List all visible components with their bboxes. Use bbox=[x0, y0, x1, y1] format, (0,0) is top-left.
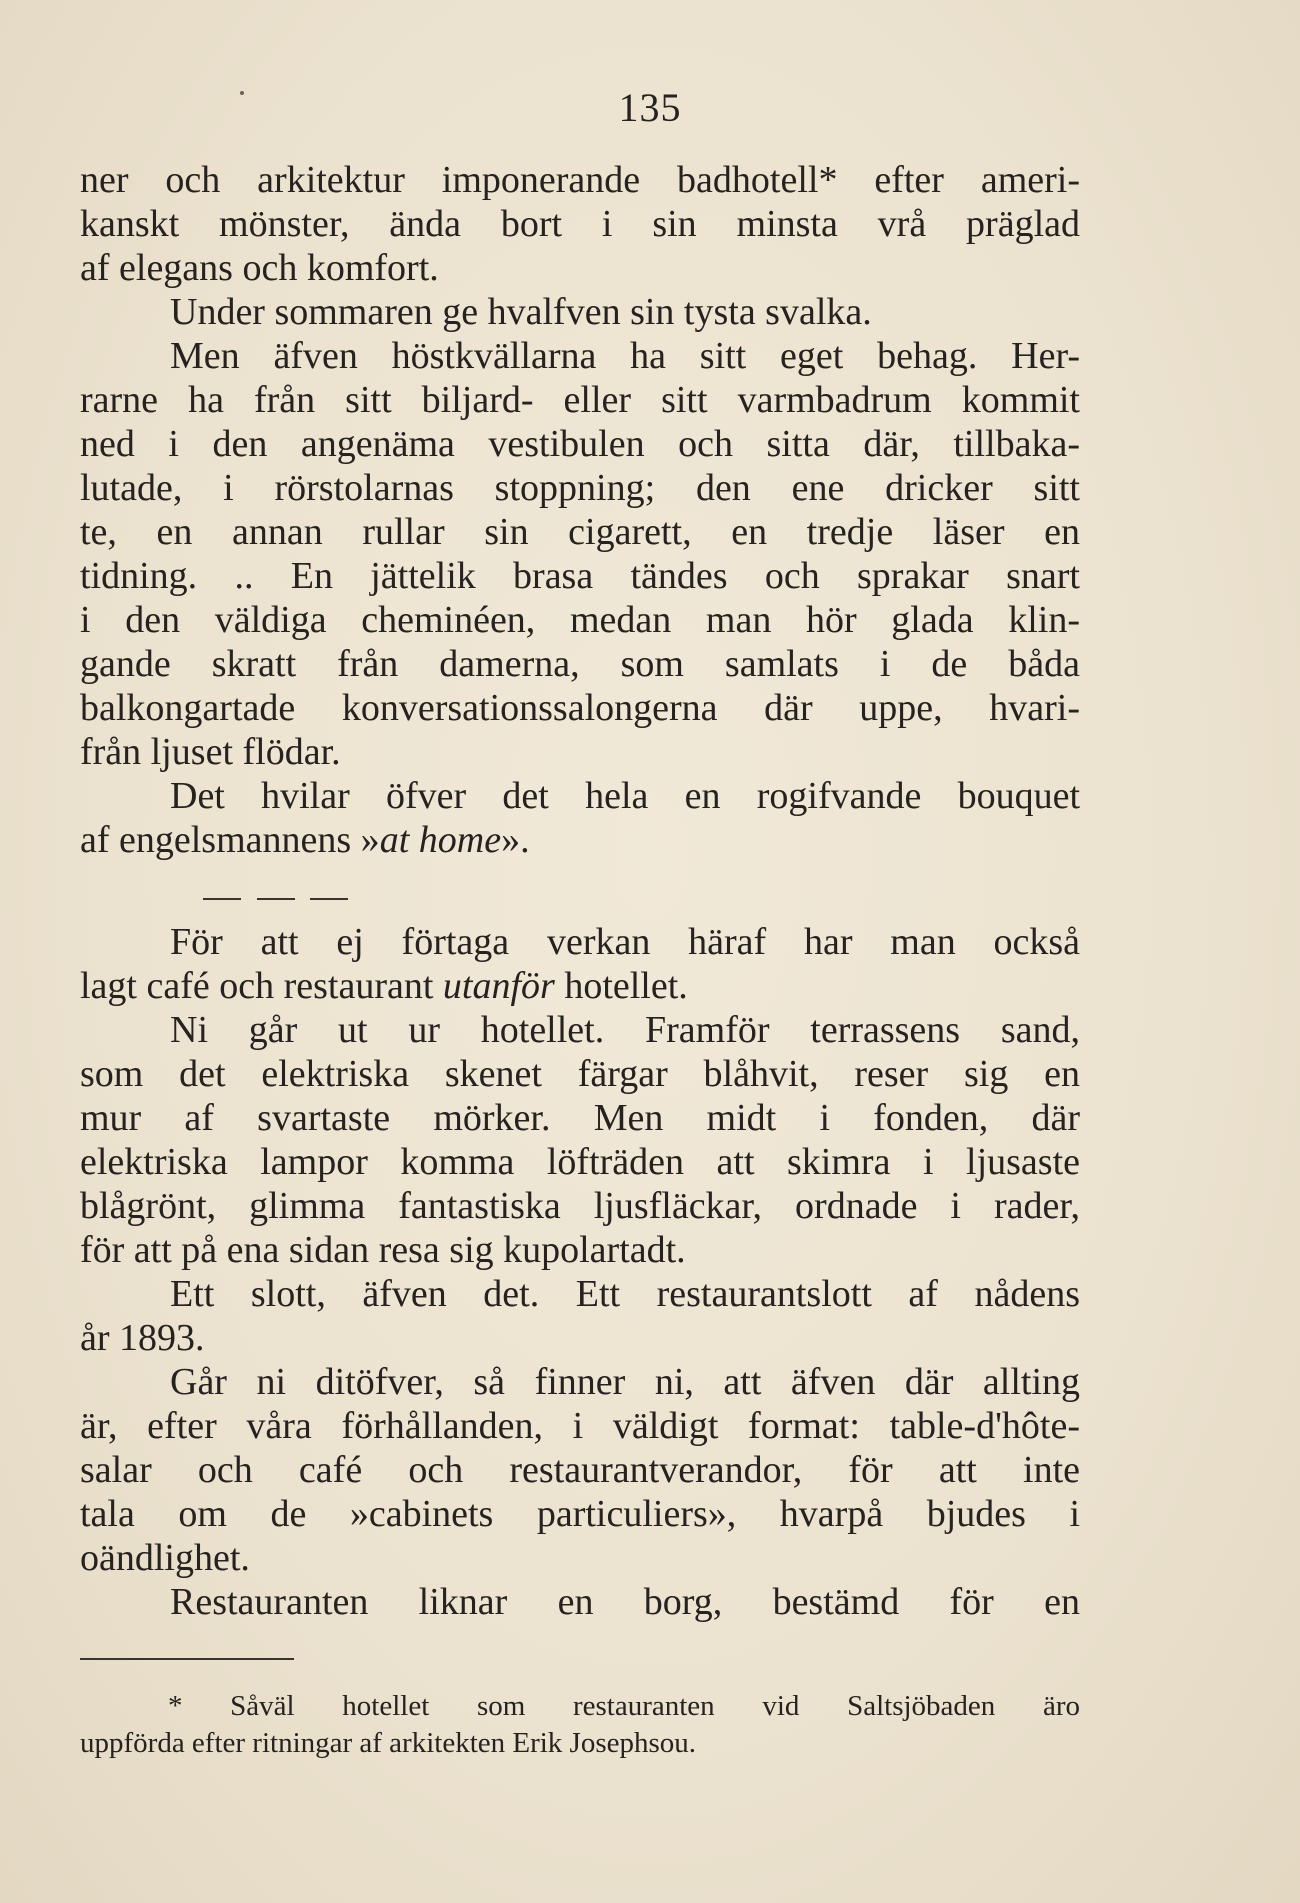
text-line: blågrönt, glimma fantastiska ljusfläckar, ordnade i rader, bbox=[80, 1185, 1080, 1227]
text-line bbox=[80, 818, 1080, 862]
text-line: Går ni ditöfver, så finner ni, att äfven där allting bbox=[170, 1361, 1080, 1403]
text-line: Under sommaren ge hvalfven sin tysta svalka. bbox=[170, 291, 872, 333]
text-line: balkongartade konversationssalongerna där uppe, hvari- bbox=[80, 687, 1080, 729]
text-line: rarne ha från sitt biljard- eller sitt varmbadrum kommit bbox=[80, 379, 1080, 421]
text-line: tala om de »cabinets particuliers», hvarpå bjudes i bbox=[80, 1493, 1080, 1535]
text-span: hotellet. bbox=[554, 965, 688, 1007]
dash bbox=[310, 898, 348, 900]
text-line: Restauranten liknar en borg, bestämd för en bbox=[170, 1581, 1080, 1623]
text-line: elektriska lampor komma löfträden att skimra i ljusaste bbox=[80, 1141, 1080, 1183]
text-span: ». bbox=[501, 819, 530, 861]
text-line: För att ej förtaga verkan häraf har man också bbox=[170, 921, 1080, 963]
footnote-rule bbox=[80, 1658, 294, 1660]
footnote-line: * Såväl hotellet som restauranten vid Saltsjöbaden äro bbox=[168, 1690, 1080, 1722]
text-span: lagt café och restaurant bbox=[80, 965, 443, 1007]
page-number: 135 bbox=[618, 85, 682, 130]
text-line: i den väldiga cheminéen, medan man hör glada klin- bbox=[80, 599, 1080, 641]
italic-text: at home bbox=[379, 819, 502, 861]
text-line: för att på ena sidan resa sig kupolartadt. bbox=[80, 1229, 686, 1271]
text-line bbox=[80, 964, 1080, 1008]
body-text bbox=[80, 158, 1080, 862]
text-line: Det hvilar öfver det hela en rogifvande bouquet bbox=[170, 775, 1080, 817]
text-line: Men äfven höstkvällarna ha sitt eget behag. Her- bbox=[170, 335, 1080, 377]
text-line: som det elektriska skenet färgar blåhvit, reser sig en bbox=[80, 1053, 1080, 1095]
body-text-continued bbox=[80, 920, 1080, 1624]
text-line: kanskt mönster, ända bort i sin minsta vrå präglad bbox=[80, 203, 1080, 245]
text-line: Ett slott, äfven det. Ett restaurantslott af nådens bbox=[170, 1273, 1080, 1315]
dash bbox=[203, 898, 241, 900]
text-line: lutade, i rörstolarnas stoppning; den ene dricker sitt bbox=[80, 467, 1080, 509]
footnote-line: uppförda efter ritningar af arkitekten Erik Josephsou. bbox=[80, 1727, 697, 1759]
text-line: är, efter våra förhållanden, i väldigt format: table-d'hôte- bbox=[80, 1405, 1080, 1447]
text-span: af engelsmannens » bbox=[80, 819, 380, 861]
text-line: Ni går ut ur hotellet. Framför terrassens sand, bbox=[170, 1009, 1080, 1051]
text-line: tidning. .. En jättelik brasa tändes och sprakar snart bbox=[80, 555, 1080, 597]
text-line: från ljuset flödar. bbox=[80, 731, 341, 773]
text-line: gande skratt från damerna, som samlats i de båda bbox=[80, 643, 1080, 685]
dash bbox=[257, 898, 295, 900]
footnote bbox=[80, 1688, 1080, 1762]
text-line: ner och arkitektur imponerande badhotell* efter ameri- bbox=[80, 159, 1080, 201]
text-line: te, en annan rullar sin cigarett, en tredje läser en bbox=[80, 511, 1080, 553]
text-line: salar och café och restaurantverandor, för att inte bbox=[80, 1449, 1080, 1491]
text-line: af elegans och komfort. bbox=[80, 247, 439, 289]
text-line: år 1893. bbox=[80, 1317, 205, 1359]
text-line: ned i den angenäma vestibulen och sitta där, tillbaka- bbox=[80, 423, 1080, 465]
text-line: oändlighet. bbox=[80, 1537, 250, 1579]
section-break bbox=[203, 898, 348, 900]
italic-text: utanför bbox=[442, 965, 555, 1007]
text-line: mur af svartaste mörker. Men midt i fonden, där bbox=[80, 1097, 1080, 1139]
